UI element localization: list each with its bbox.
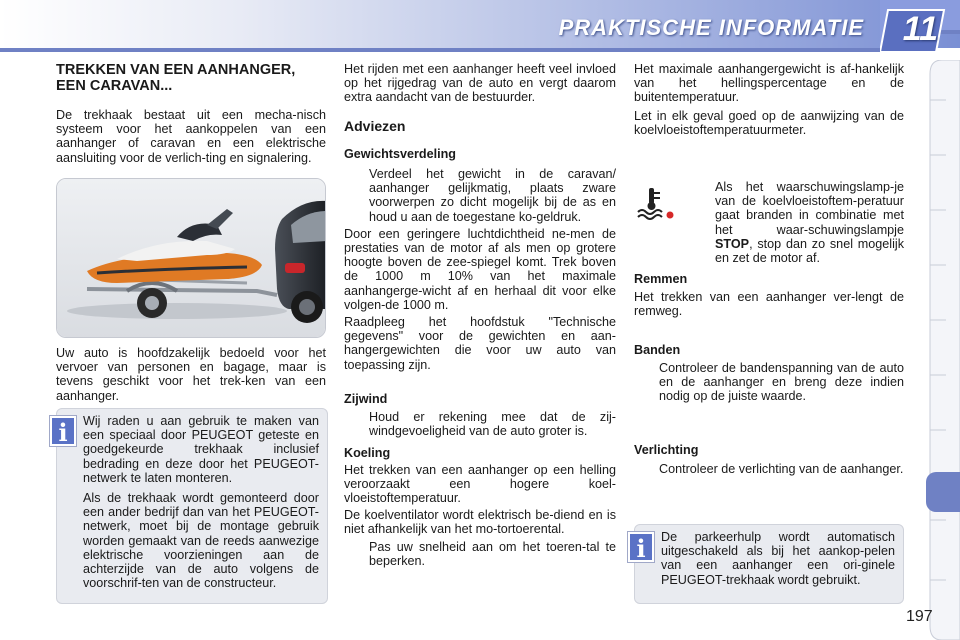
list-item <box>344 410 616 438</box>
chapter-number: 11 <box>902 10 938 48</box>
intro-paragraph: Het rijden met een aanhanger heeft veel invloed op het rijgedrag van de auto en vergt daarom extra aandacht van de bestuurder. <box>344 62 616 105</box>
page-header <box>0 0 960 60</box>
stop-label: STOP <box>715 236 750 251</box>
list-item <box>634 462 904 476</box>
page-number: 197 <box>906 608 933 625</box>
subheading: Remmen <box>634 272 688 286</box>
info-text: Wij raden u aan gebruik te maken van een speciaal door PEUGEOT geteste en goedgekeurde trekhaak inclusief bedrading en deze door het PEUGEOT-netwerk te laten monteren. <box>83 414 319 485</box>
column-left <box>56 62 326 165</box>
subheading: Banden <box>634 342 681 357</box>
side-tab-active-chapter[interactable] <box>926 472 960 512</box>
paragraph: Het maximale aanhangergewicht is af-hankelijk van het hellingspercentage en de buitentemperatuur. <box>634 62 904 105</box>
column-right-lower <box>634 272 904 476</box>
jetski-trailer-image <box>57 179 326 338</box>
subheading: Zijwind <box>344 391 388 406</box>
subheading: Koeling <box>344 446 391 461</box>
list-item <box>690 180 904 265</box>
side-tab-strip <box>924 60 960 640</box>
info-text: Als de trekhaak wordt gemonteerd door een ander bedrijf dan van het PEUGEOT-netwerk, moet bij de montage gebruik worden gemaakt van de reeds aanwezige elektrische voorzieningen aan de achterzijde van de auto volgens de voorschrif-ten van de constructeur. <box>83 491 319 591</box>
column-left-lower <box>56 346 326 403</box>
list-item <box>634 361 904 404</box>
info-icon: i <box>628 532 654 562</box>
list-item <box>344 167 616 224</box>
info-box-left <box>56 408 328 604</box>
info-icon: i <box>50 416 76 446</box>
paragraph: Door een geringere luchtdichtheid ne-men de prestaties van de motor af als men op grotere hoogte boven de zee-spiegel komt. Trek boven de 1000 m 10% van het maximale aanhangerge-wicht af en herhaal dit voor elke volgen-de 1000 m. <box>344 226 616 312</box>
warning-instruction <box>690 180 904 265</box>
paragraph: Let in elk geval goed op de aanwijzing van de koelvloeistoftemperatuurmeter. <box>634 108 904 137</box>
usage-paragraph: Uw auto is hoofdzakelijk bedoeld voor het vervoer van personen en bagage, maar is tevens geschikt voor het trek-ken van een aanhanger. <box>56 346 326 403</box>
paragraph: Het trekken van een aanhanger op een helling veroorzaakt een hogere koel-vloeistoftemperatuur. <box>344 462 616 506</box>
list-item-text: Houd er rekening mee dat de zij-windgevoeligheid van de auto groter is. <box>369 410 616 439</box>
list-item-text: Controleer de bandenspanning van de auto en de aanhanger en breng deze indien nodig op de juiste waarde. <box>659 360 904 404</box>
list-item-text: Verdeel het gewicht in de caravan/ aanhanger gelijkmatig, plaats zware voorwerpen zo dicht mogelijk bij de as en houd u aan de toegestane ko-geldruk. <box>369 167 616 224</box>
section-heading: Adviezen <box>344 117 406 134</box>
column-middle <box>344 62 616 568</box>
paragraph: Het trekken van een aanhanger ver-lengt de remweg. <box>634 290 904 319</box>
intro-paragraph: De trekhaak bestaat uit een mecha-nisch systeem voor het aankoppelen van een aanhanger of caravan en een elektrische aansluiting voor de verlich-ting en signalering. <box>56 108 326 165</box>
coolant-temperature-warning-icon <box>636 186 676 222</box>
list-item-text: Als het waarschuwingslamp-je van de koelvloeistoftem-peratuur gaat branden in combinatie met het waar-schuwingslampje <box>715 180 904 237</box>
list-item-text: Pas uw snelheid aan om het toeren-tal te beperken. <box>369 539 616 568</box>
section-heading: TREKKEN VAN EEN AANHANGER, EEN CARAVAN... <box>56 62 296 94</box>
paragraph: Raadpleeg het hoofdstuk "Technische gegevens" voor de gewichten en aan-hangergewichten die voor uw auto van toepassing zijn. <box>344 315 616 372</box>
info-text: De parkeerhulp wordt automatisch uitgeschakeld als bij het aankop-pelen van een aanhanger een ori-ginele PEUGEOT-trekhaak wordt gebruikt. <box>661 530 895 587</box>
column-right <box>634 62 904 137</box>
list-item-text: , stop dan zo snel mogelijk en zet de motor af. <box>715 236 904 266</box>
page-title: PRAKTISCHE INFORMATIE <box>558 15 864 40</box>
paragraph: De koelventilator wordt elektrisch be-diend en is niet afhankelijk van het mo-tortoerental. <box>344 508 616 537</box>
info-box-right <box>634 524 904 604</box>
subheading: Gewichtsverdeling <box>344 146 456 161</box>
list-item-text: Controleer de verlichting van de aanhanger. <box>659 461 904 476</box>
towing-illustration <box>56 178 326 338</box>
list-item <box>344 540 616 568</box>
subheading: Verlichting <box>634 443 699 458</box>
